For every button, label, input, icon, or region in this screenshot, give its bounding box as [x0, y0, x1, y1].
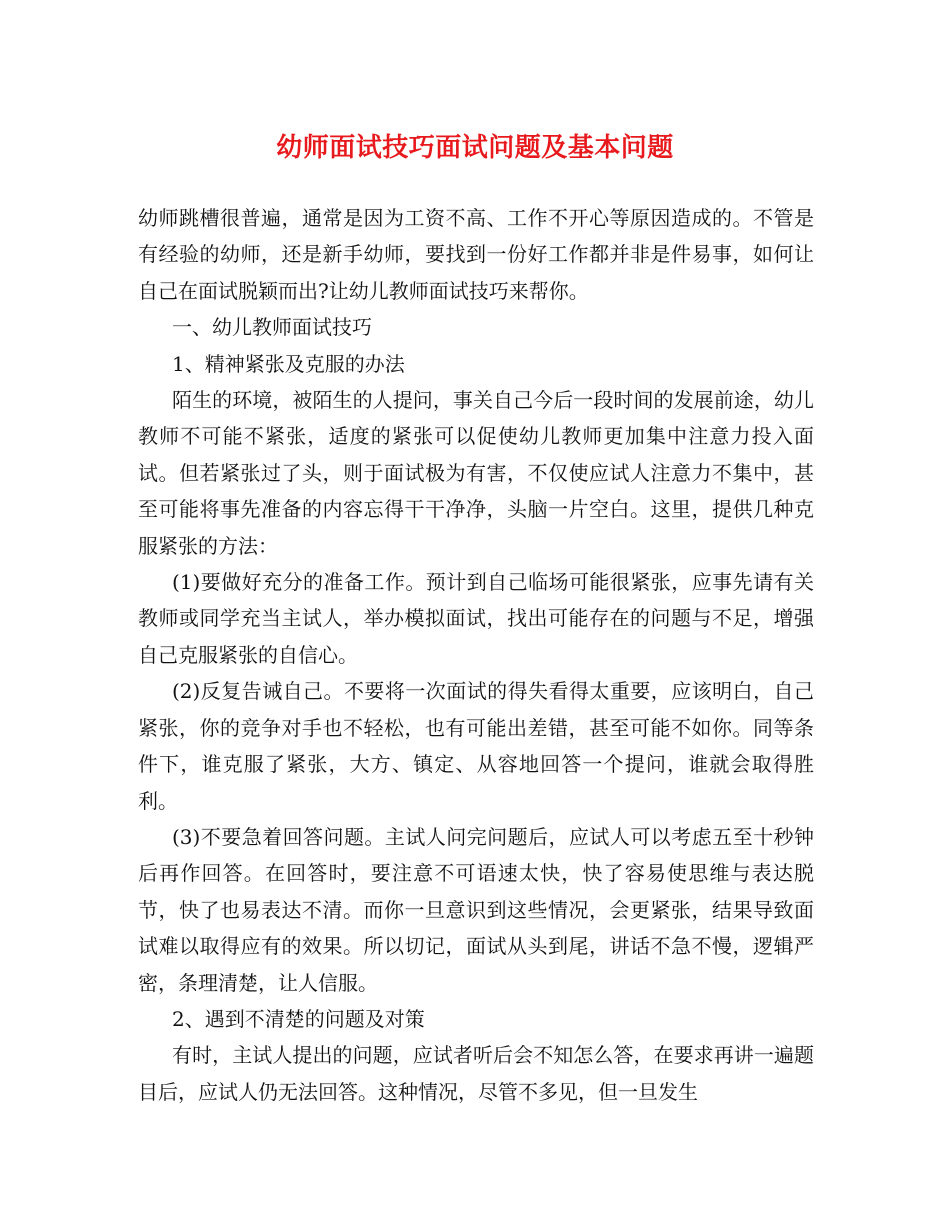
- paragraph: 一、幼儿教师面试技巧: [172, 315, 372, 340]
- document-body: [138, 200, 814, 1110]
- paragraph: (1)要做好充分的准备工作。预计到自己临场可能很紧张，应事先请有关教师或同学充当主试人，举办模拟面试，找出可能存在的问题与不足，增强自己克服紧张的自信心。: [138, 570, 814, 667]
- document-title: 幼师面试技巧面试问题及基本问题: [276, 133, 674, 163]
- paragraph: 陌生的环境，被陌生的人提问，事关自己今后一段时间的发展前途，幼儿教师不可能不紧张，适度的紧张可以促使幼儿教师更加集中注意力投入面试。但若紧张过了头，则于面试极为有害，不仅使应试人注意力不集中，甚至可能将事先准备的内容忘得干干净净，头脑一片空白。这里，提供几种克服紧张的方法：: [138, 388, 814, 558]
- paragraph: 2、遇到不清楚的问题及对策: [172, 1006, 425, 1031]
- paragraph: (3)不要急着回答问题。主试人问完问题后，应试人可以考虑五至十秒钟后再作回答。在回答时，要注意不可语速太快，快了容易使思维与表达脱节，快了也易表达不清。而你一旦意识到这些情况，会更紧张，结果导致面试难以取得应有的效果。所以切记，面试从头到尾，讲话不急不慢，逻辑严密，条理清楚，让人信服。: [138, 824, 814, 995]
- paragraph: 幼师跳槽很普遍，通常是因为工资不高、工作不开心等原因造成的。不管是有经验的幼师，还是新手幼师，要找到一份好工作都并非是件易事，如何让自己在面试脱颖而出?让幼儿教师面试技巧来帮你。: [138, 206, 814, 303]
- paragraph: (2)反复告诫自己。不要将一次面试的得失看得太重要，应该明白，自己紧张，你的竞争对手也不轻松，也有可能出差错，甚至可能不如你。同等条件下，谁克服了紧张，大方、镇定、从容地回答一个提问，谁就会取得胜利。: [138, 679, 814, 813]
- paragraph: 1、精神紧张及克服的办法: [172, 351, 405, 376]
- paragraph: 有时，主试人提出的问题，应试者听后会不知怎么答，在要求再讲一遍题目后，应试人仍无法回答。这种情况，尽管不多见，但一旦发生: [138, 1043, 814, 1104]
